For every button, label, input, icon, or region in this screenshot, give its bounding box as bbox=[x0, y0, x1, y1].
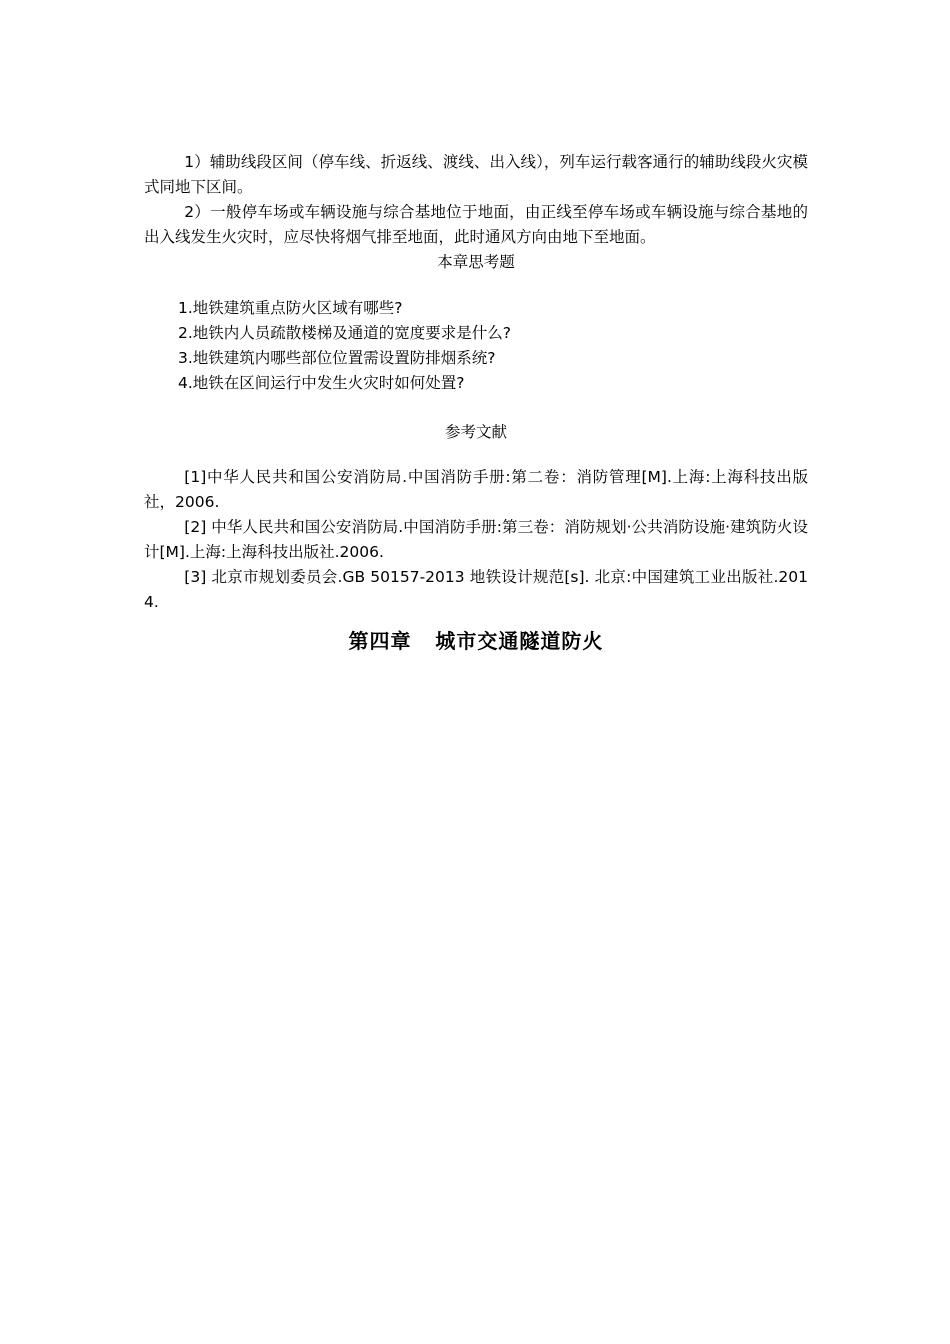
reference-item: [1]中华人民共和国公安消防局.中国消防手册:第二卷：消防管理[M].上海:上海科技出版社，2006. bbox=[144, 468, 808, 511]
body-paragraph: 2）一般停车场或车辆设施与综合基地位于地面，由正线至停车场或车辆设施与综合基地的出入线发生火灾时，应尽快将烟气排至地面，此时通风方向由地下至地面。 bbox=[144, 203, 808, 246]
references-list bbox=[144, 465, 808, 615]
question-item: 2.地铁内人员疏散楼梯及通道的宽度要求是什么? bbox=[178, 324, 512, 342]
chapter-title: 第四章 城市交通隧道防火 bbox=[348, 629, 604, 653]
question-item: 3.地铁建筑内哪些部位位置需设置防排烟系统? bbox=[178, 349, 496, 367]
reference-item: [3] 北京市规划委员会.GB 50157-2013 地铁设计规范[s]. 北京:中国建筑工业出版社.2014. bbox=[144, 568, 808, 611]
reference-item: [2] 中华人民共和国公安消防局.中国消防手册:第三卷：消防规划·公共消防设施·建筑防火设计[M].上海:上海科技出版社.2006. bbox=[144, 518, 808, 561]
question-item: 1.地铁建筑重点防火区域有哪些? bbox=[178, 299, 403, 317]
document-page bbox=[144, 150, 808, 655]
questions-heading: 本章思考题 bbox=[437, 253, 515, 271]
references-heading: 参考文献 bbox=[444, 423, 507, 441]
questions-list bbox=[144, 296, 808, 396]
body-paragraph: 1）辅助线段区间（停车线、折返线、渡线、出入线），列车运行载客通行的辅助线段火灾模式同地下区间。 bbox=[144, 153, 808, 196]
question-item: 4.地铁在区间运行中发生火灾时如何处置? bbox=[178, 374, 465, 392]
